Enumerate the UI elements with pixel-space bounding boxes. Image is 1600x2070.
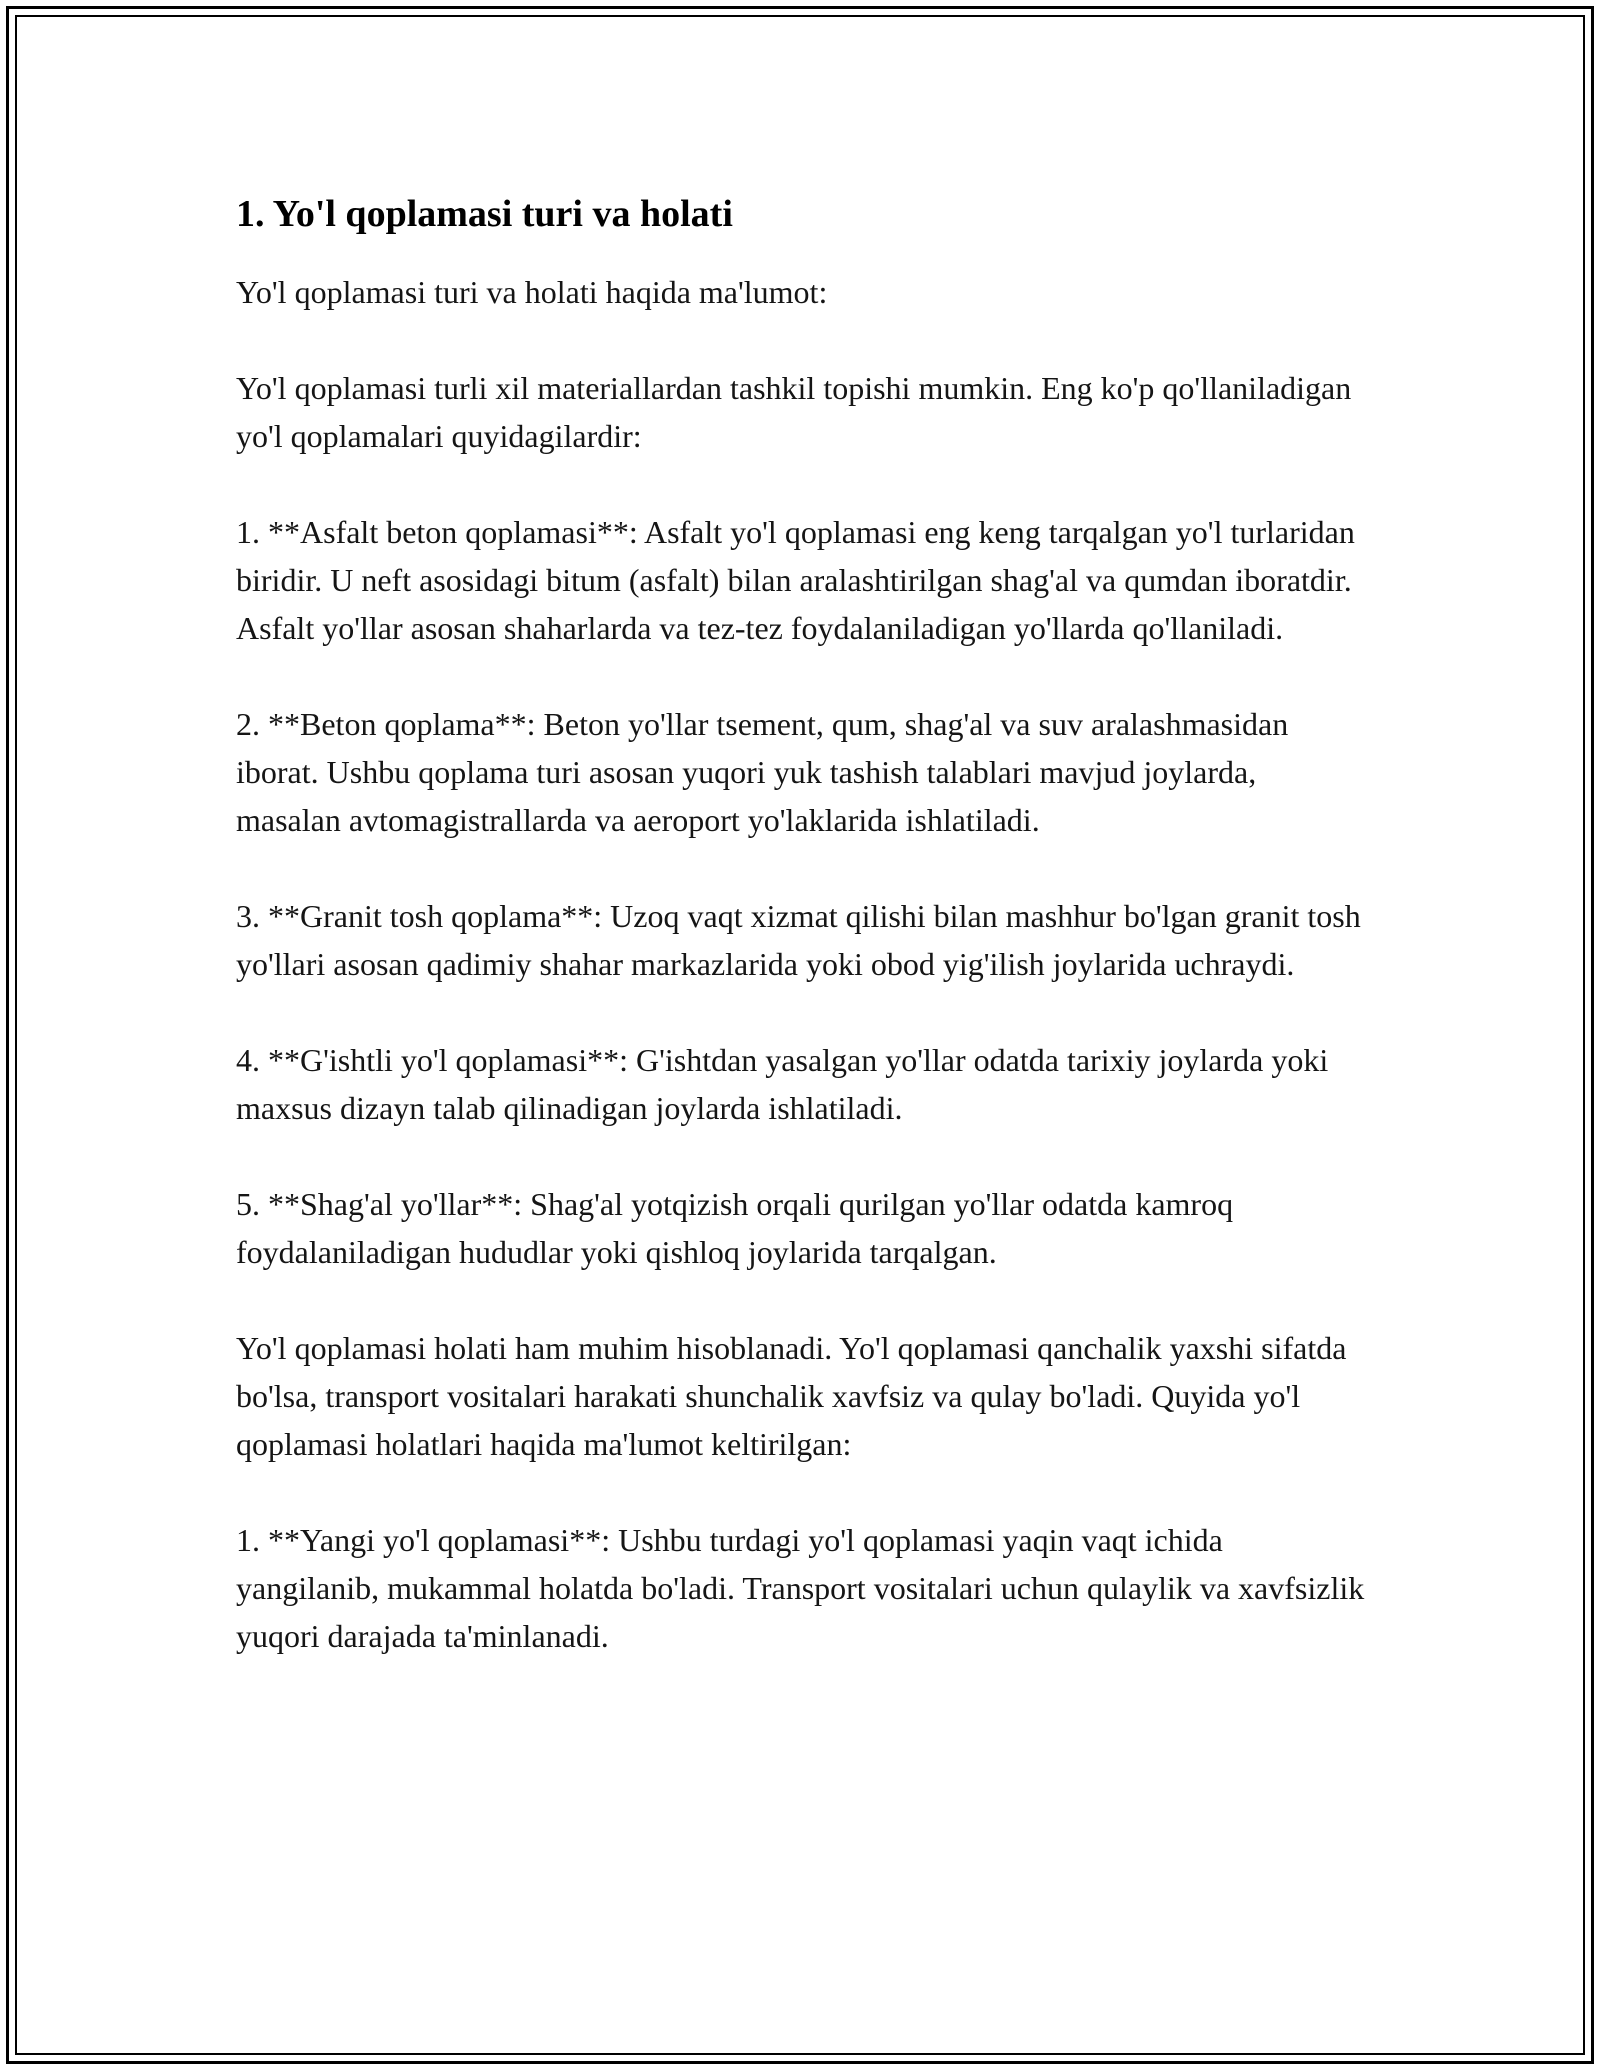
list-item-gravel: 5. **Shag'al yo'llar**: Shag'al yotqizish orqali qurilgan yo'llar odatda kamroq foydalaniladigan hududlar yoki qishloq joylarida tarqalgan. xyxy=(236,1186,1234,1270)
document-body xyxy=(236,186,1366,1708)
list-item-brick: 4. **G'ishtli yo'l qoplamasi**: G'ishtdan yasalgan yo'llar odatda tarixiy joylarda yoki maxsus dizayn talab qilinadigan joylarda ishlatiladi. xyxy=(236,1042,1329,1126)
intro-paragraph: Yo'l qoplamasi turi va holati haqida ma'lumot: xyxy=(236,274,828,310)
list-item-granite: 3. **Granit tosh qoplama**: Uzoq vaqt xizmat qilishi bilan mashhur bo'lgan granit tosh yo'llari asosan qadimiy shahar markazlarida yoki obod yig'ilish joylarida uchraydi. xyxy=(236,898,1361,982)
list-item-new-surface: 1. **Yangi yo'l qoplamasi**: Ushbu turdagi yo'l qoplamasi yaqin vaqt ichida yangilanib, mukammal holatda bo'ladi. Transport vositalari uchun qulaylik va xavfsizlik yuqori darajada ta'minlanadi. xyxy=(236,1522,1365,1654)
section-heading: 1. Yo'l qoplamasi turi va holati xyxy=(236,193,733,235)
materials-paragraph: Yo'l qoplamasi turli xil materiallardan tashkil topishi mumkin. Eng ko'p qo'llaniladigan yo'l qoplamalari quyidagilardir: xyxy=(236,370,1352,454)
list-item-concrete: 2. **Beton qoplama**: Beton yo'llar tsement, qum, shag'al va suv aralashmasidan iborat. Ushbu qoplama turi asosan yuqori yuk tashish talablari mavjud joylarda, masalan avtomagistrallarda va aeroport yo'laklarida ishlatiladi. xyxy=(236,706,1289,838)
list-item-asphalt: 1. **Asfalt beton qoplamasi**: Asfalt yo'l qoplamasi eng keng tarqalgan yo'l turlaridan biridir. U neft asosidagi bitum (asfalt) bilan aralashtirilgan shag'al va qumdan iboratdir. Asfalt yo'llar asosan shaharlarda va tez-tez foydalaniladigan yo'llarda qo'llaniladi. xyxy=(236,514,1355,646)
condition-paragraph: Yo'l qoplamasi holati ham muhim hisoblanadi. Yo'l qoplamasi qanchalik yaxshi sifatda bo'lsa, transport vositalari harakati shunchalik xavfsiz va qulay bo'ladi. Quyida yo'l qoplamasi holatlari haqida ma'lumot keltirilgan: xyxy=(236,1330,1347,1462)
